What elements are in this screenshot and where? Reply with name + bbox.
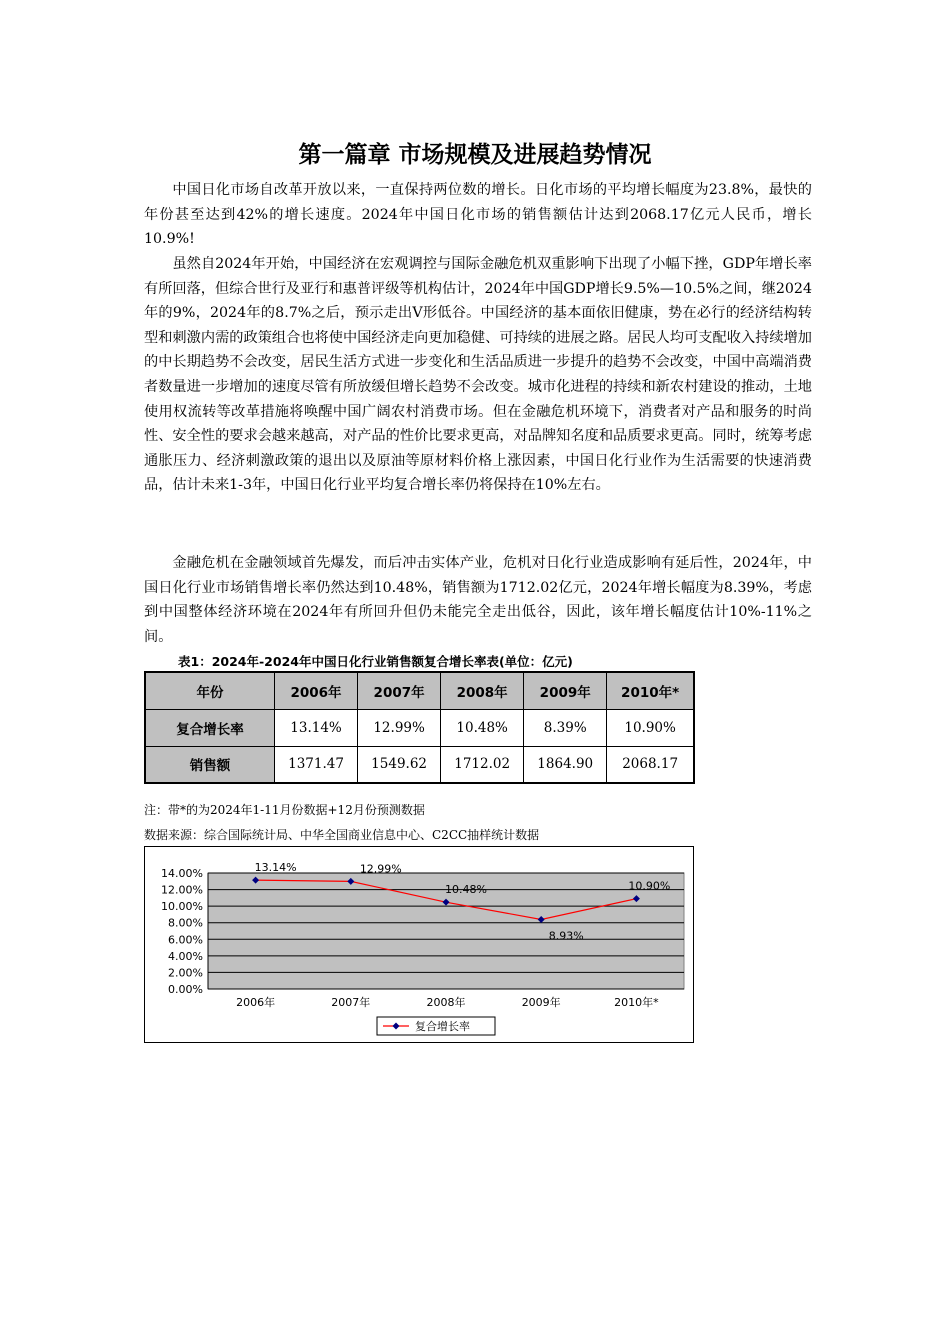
paragraph: 中国日化市场自改革开放以来，一直保持两位数的增长。日化市场的平均增长幅度为23.8%，最快的年份甚至达到42%的增长速度。2024年中国日化市场的销售额估计达到2068.17亿元人民币，增长10.9%! xyxy=(144,182,812,248)
x-tick-label: 2006年 xyxy=(236,996,276,1009)
table-cell: 1712.02 xyxy=(441,746,524,783)
data-label: 13.14% xyxy=(254,861,297,875)
x-tick-label: 2010年* xyxy=(614,996,659,1009)
x-tick-label: 2007年 xyxy=(331,996,371,1009)
table-cell: 12.99% xyxy=(358,709,441,746)
table-cell: 8.39% xyxy=(524,709,607,746)
data-label: 10.48% xyxy=(445,883,487,897)
y-tick-label: 14.00% xyxy=(161,867,203,880)
data-label: 10.90% xyxy=(628,879,671,893)
paragraph: 金融危机在金融领域首先爆发，而后冲击实体产业，危机对日化行业造成影响有延后性，2024年，中国日化行业市场销售增长率仍然达到10.48%，销售额为1712.02亿元，2024年增长幅度为8.39%，考虑到中国整体经济环境在2024年有所回升但仍未能完全走出低谷，因此，该年增长幅度估计10%-11%之间。 xyxy=(144,555,812,645)
y-tick-label: 8.00% xyxy=(168,916,203,930)
y-tick-label: 2.00% xyxy=(168,966,203,980)
table-header-row xyxy=(145,672,694,709)
chart-svg xyxy=(145,847,693,1042)
table-header-cell: 年份 xyxy=(145,672,275,709)
legend-label: 复合增长率 xyxy=(415,1020,470,1033)
table-row xyxy=(145,709,694,746)
table-cell: 10.90% xyxy=(607,709,694,746)
table-cell: 2068.17 xyxy=(607,746,694,783)
table-cell: 1371.47 xyxy=(275,746,358,783)
table-header-cell: 2010年* xyxy=(607,672,694,709)
x-tick-label: 2009年 xyxy=(521,996,561,1009)
data-label: 8.93% xyxy=(548,929,584,943)
paragraph: 虽然自2024年开始，中国经济在宏观调控与国际金融危机双重影响下出现了小幅下挫，GDP年增长率有所回落，但综合世行及亚行和惠普评级等机构估计，2024年中国GDP增长9.5%—10.5%之间，继2024年的9%，2024年的8.7%之后，预示走出V形低谷。中国经济的基本面依旧健康，势在必行的经济结构转型和刺激内需的政策组合也将使中国经济走向更加稳健、可持续的进展之路。居民人均可支配收入持续增加的中长期趋势不会改变，居民生活方式进一步变化和生活品质进一步提升的趋势不会改变，中国中高端消费者数量进一步增加的速度尽管有所放缓但增长趋势不会改变。城市化进程的持续和新农村建设的推动，土地使用权流转等改革措施将唤醒中国广阔农村消费市场。但在金融危机环境下，消费者对产品和服务的时尚性、安全性的要求会越来越高，对产品的性价比要求更高，对品牌知名度和品质要求更高。同时，统筹考虑通胀压力、经济刺激政策的退出以及原油等原材料价格上涨因素，中国日化行业作为生活需要的快速消费品，估计未来1-3年，中国日化行业平均复合增长率仍将保持在10%左右。 xyxy=(144,256,812,494)
y-tick-label: 6.00% xyxy=(168,933,203,947)
data-label: 12.99% xyxy=(359,862,402,876)
data-source-note: 数据来源：综合国际统计局、中华全国商业信息中心、C2CC抽样统计数据 xyxy=(144,828,540,842)
table-cell: 10.48% xyxy=(441,709,524,746)
table-header-cell: 2006年 xyxy=(275,672,358,709)
table-header-cell: 2007年 xyxy=(358,672,441,709)
table-row xyxy=(145,746,694,783)
table-cell: 13.14% xyxy=(275,709,358,746)
table-header-cell: 2009年 xyxy=(524,672,607,709)
table-header-cell: 2008年 xyxy=(441,672,524,709)
y-tick-label: 0.00% xyxy=(168,983,203,996)
table-note: 注：带*的为2024年1-11月份数据+12月份预测数据 xyxy=(144,803,425,817)
table-cell: 1549.62 xyxy=(358,746,441,783)
y-tick-label: 4.00% xyxy=(168,949,203,963)
table-cell: 1864.90 xyxy=(524,746,607,783)
table-row-header: 复合增长率 xyxy=(145,709,275,746)
table-row-header: 销售额 xyxy=(145,746,275,783)
table-caption: 表1：2024年-2024年中国日化行业销售额复合增长率表(单位：亿元) xyxy=(178,654,573,669)
y-tick-label: 12.00% xyxy=(161,883,203,897)
x-tick-label: 2008年 xyxy=(426,996,466,1009)
page-title: 第一篇章 市场规模及进展趋势情况 xyxy=(298,142,652,168)
growth-rate-chart xyxy=(144,846,694,1043)
y-tick-label: 10.00% xyxy=(161,900,203,914)
sales-growth-table xyxy=(144,671,695,784)
